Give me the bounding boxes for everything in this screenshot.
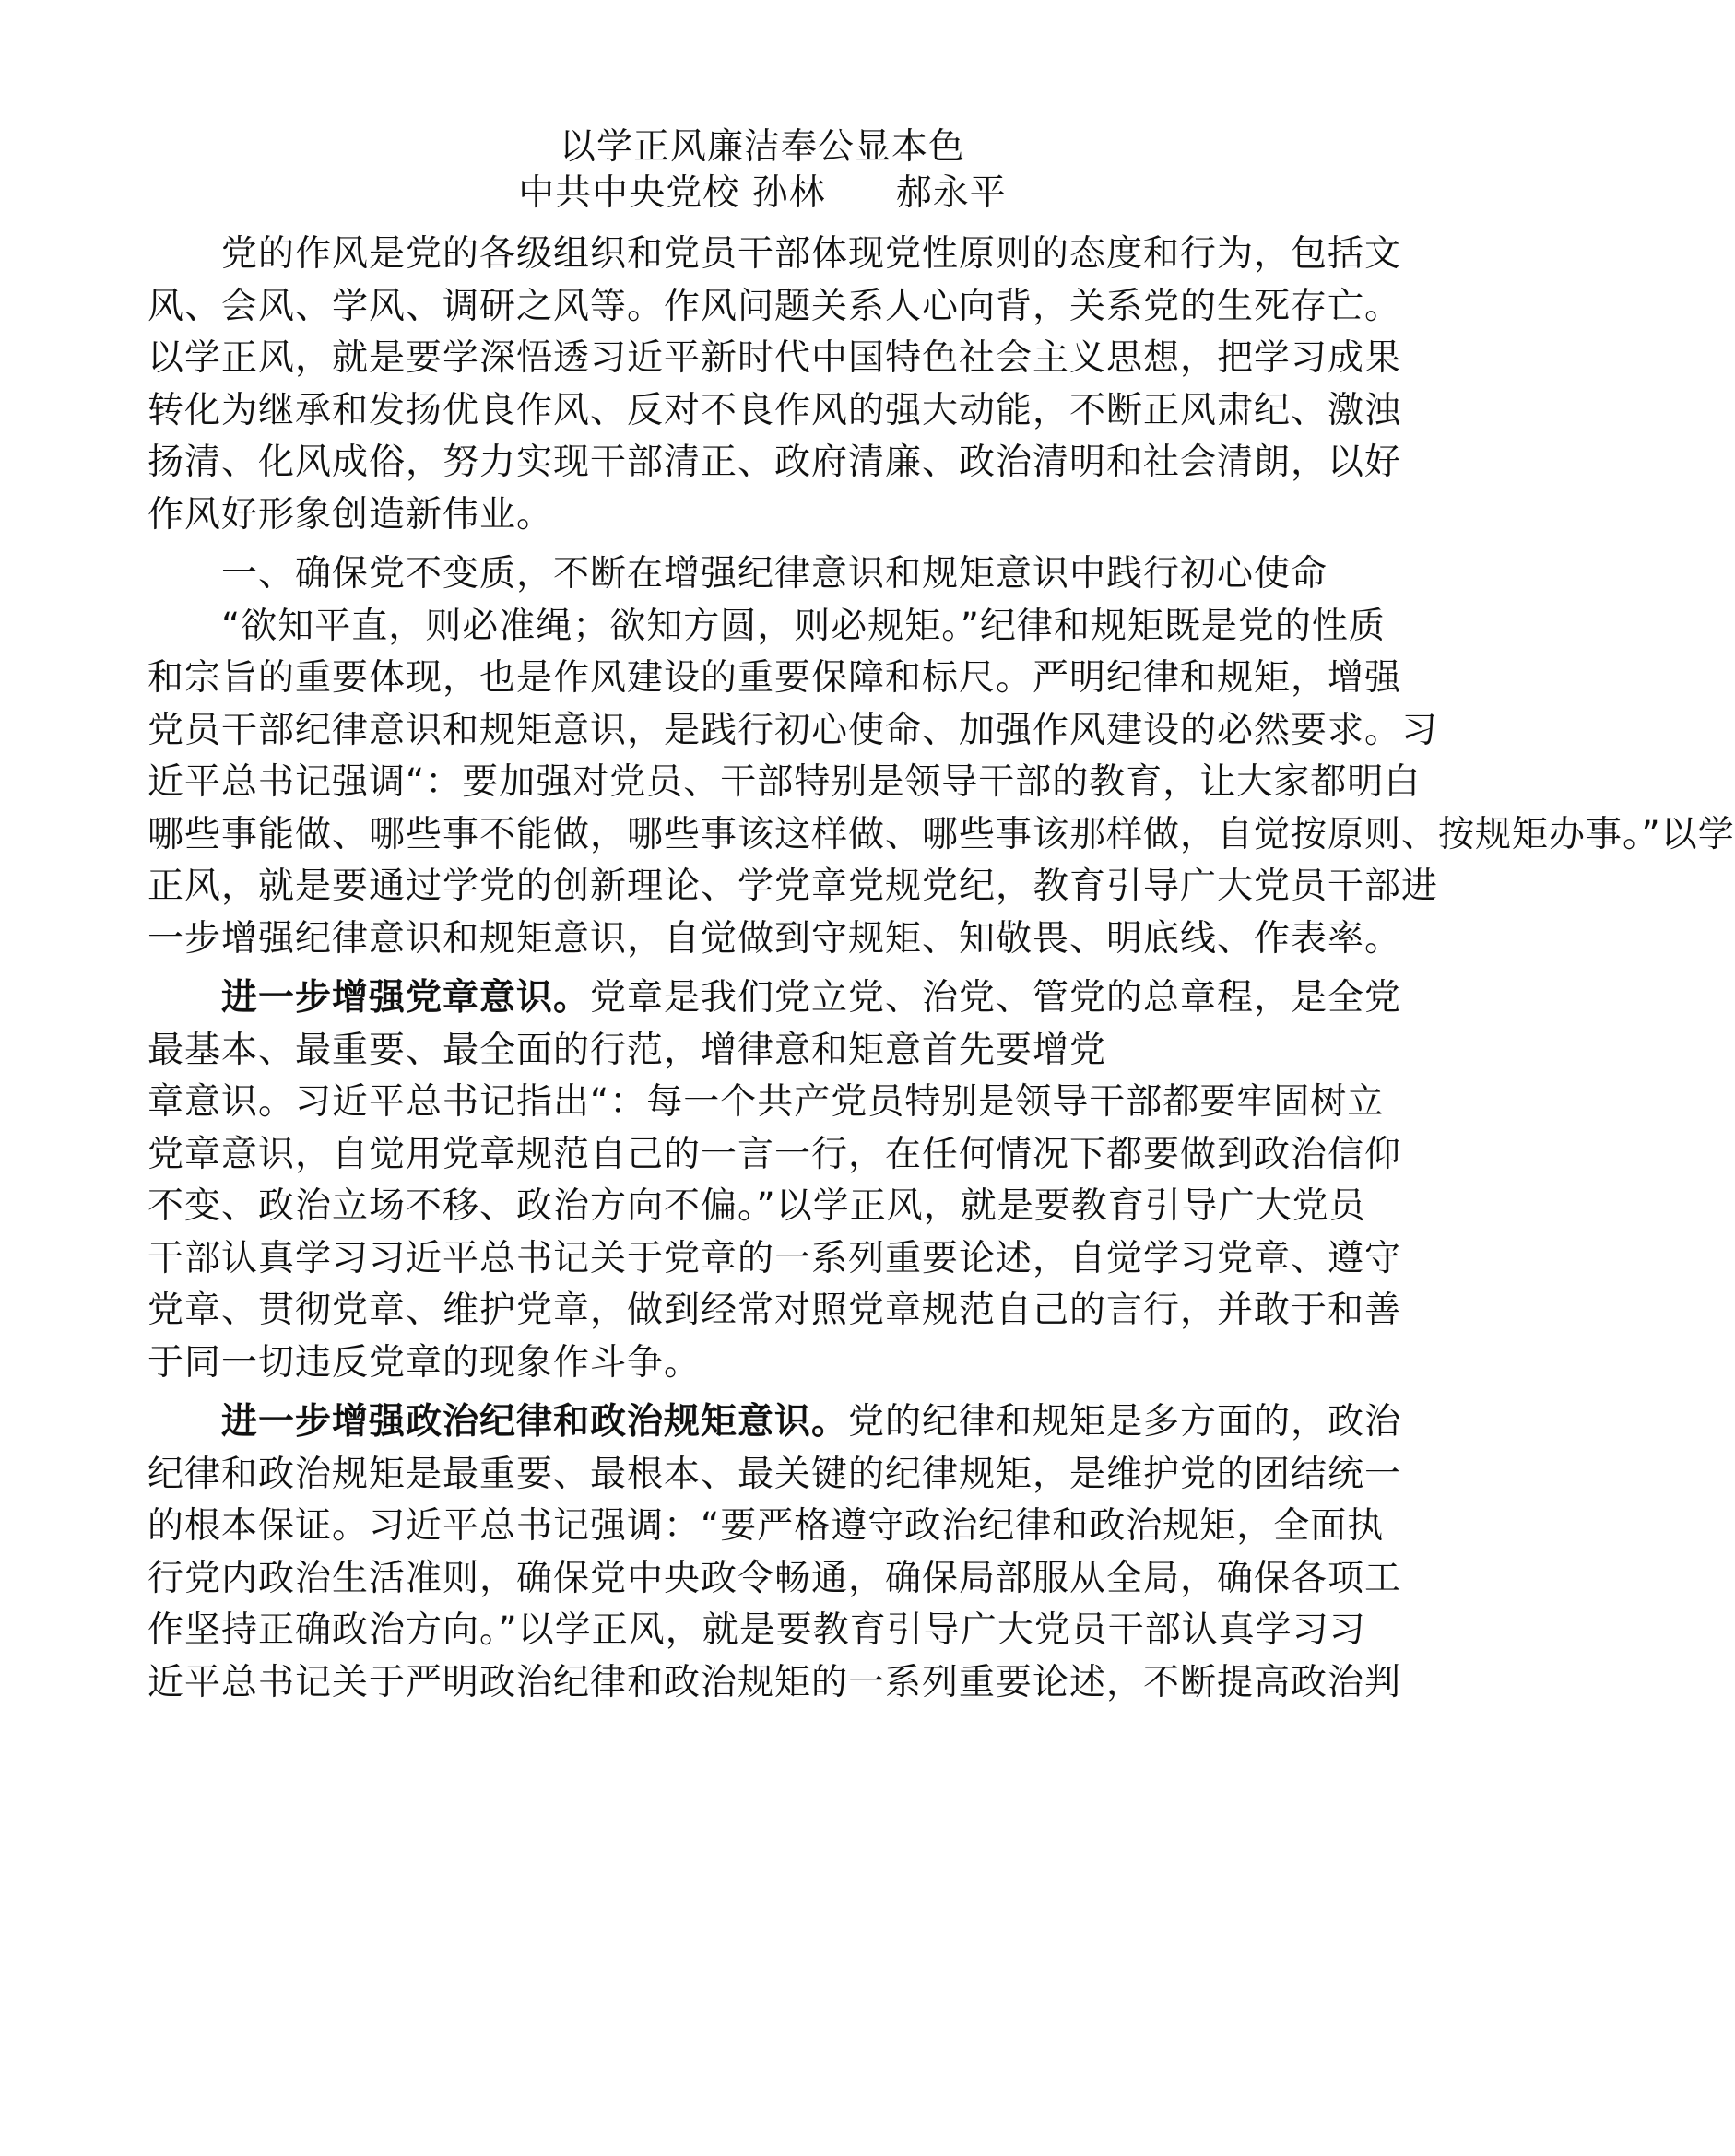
intro-line: 党的作风是党的各级组织和党员干部体现党性原则的态度和行为，包括文 [221, 233, 1402, 275]
intro-line: 作风好形象创造新伟业。 [148, 493, 554, 536]
section1-line: 正风，就是要通过学党的创新理论、学党章党规党纪，教育引导广大党员干部进 [148, 866, 1439, 907]
byline-coauthor: 郝永平 [895, 172, 1007, 214]
para3-line: 近平总书记关于严明政治纪律和政治规矩的一系列重要论述，不断提高政治判 [148, 1661, 1402, 1703]
section1-line: 近平总书记强调“：要加强对党员、干部特别是领导干部的教育，让大家都明白 [148, 761, 1422, 803]
para3-first: 党的纪律和规矩是多方面的，政治 [848, 1401, 1402, 1443]
intro-line: 扬清、化风成俗，努力实现干部清正、政府清廉、政治清明和社会清朗，以好 [148, 442, 1402, 483]
intro-line: 风、会风、学风、调研之风等。作风问题关系人心向背，关系党的生死存亡。 [148, 285, 1402, 327]
para2-line: 最基本、最重要、最全面的行范，增律意和矩意首先要增党 [148, 1029, 1107, 1071]
para3-line: 纪律和政治规矩是最重要、最根本、最关键的纪律规矩，是维护党的团结统一 [148, 1453, 1402, 1495]
para2-line: 党章意识，自觉用党章规范自己的一言一行，在任何情况下都要做到政治信仰 [148, 1133, 1402, 1175]
section1-line: 哪些事能做、哪些事不能做，哪些事该这样做、哪些事该那样做，自觉按原则、按规矩办事。”以学 [148, 813, 1735, 855]
para2-line: 章意识。习近平总书记指出“：每一个共产党员特别是领导干部都要牢固树立 [148, 1081, 1385, 1123]
section1-line: 党员干部纪律意识和规矩意识，是践行初心使命、加强作风建设的必然要求。习 [148, 709, 1439, 751]
para2-line: 党章、贯彻党章、维护党章，做到经常对照党章规范自己的言行，并敢于和善 [148, 1290, 1402, 1331]
article-body [148, 229, 1735, 1709]
para3-line: 的根本保证。习近平总书记强调：“要严格遵守政治纪律和政治规矩，全面执 [148, 1505, 1385, 1547]
section1-line: 和宗旨的重要体现，也是作风建设的重要保障和标尺。严明纪律和规矩，增强 [148, 657, 1402, 699]
document-title: 以学正风廉洁奉公显本色 [559, 126, 965, 168]
section1-line: “欲知平直，则必准绳；欲知方圆，则必规矩。”纪律和规矩既是党的性质 [221, 605, 1386, 647]
para3-line: 行党内政治生活准则，确保党中央政令畅通，确保局部服从全局，确保各项工 [148, 1557, 1402, 1599]
byline-org-author: 中共中央党校 孙林 [518, 172, 826, 214]
section-heading: 一、确保党不变质，不断在增强纪律意识和规矩意识中践行初心使命 [221, 553, 1328, 595]
intro-line: 转化为继承和发扬优良作风、反对不良作风的强大动能，不断正风肃纪、激浊 [148, 389, 1402, 431]
para3-line: 作坚持正确政治方向。”以学正风，就是要教育引导广大党员干部认真学习习 [148, 1609, 1366, 1651]
para2-line: 于同一切违反党章的现象作斗争。 [148, 1341, 702, 1384]
para2-line: 不变、政治立场不移、政治方向不偏。”以学正风，就是要教育引导广大党员 [148, 1185, 1366, 1227]
para2-line: 干部认真学习习近平总书记关于党章的一系列重要论述，自觉学习党章、遵守 [148, 1237, 1402, 1279]
section1-line: 一步增强纪律意识和规矩意识，自觉做到守规矩、知敬畏、明底线、作表率。 [148, 917, 1402, 960]
para2-lead: 进一步增强党章意识。 [221, 977, 591, 1019]
para2-first: 党章是我们党立党、治党、管党的总章程，是全党 [590, 977, 1402, 1019]
para3-lead: 进一步增强政治纪律和政治规矩意识。 [221, 1401, 849, 1443]
para3-first-line [148, 1396, 1402, 1449]
para2-first-line [148, 972, 1402, 1025]
intro-line: 以学正风，就是要学深悟透习近平新时代中国特色社会主义思想，把学习成果 [148, 337, 1402, 379]
byline [0, 171, 1525, 216]
